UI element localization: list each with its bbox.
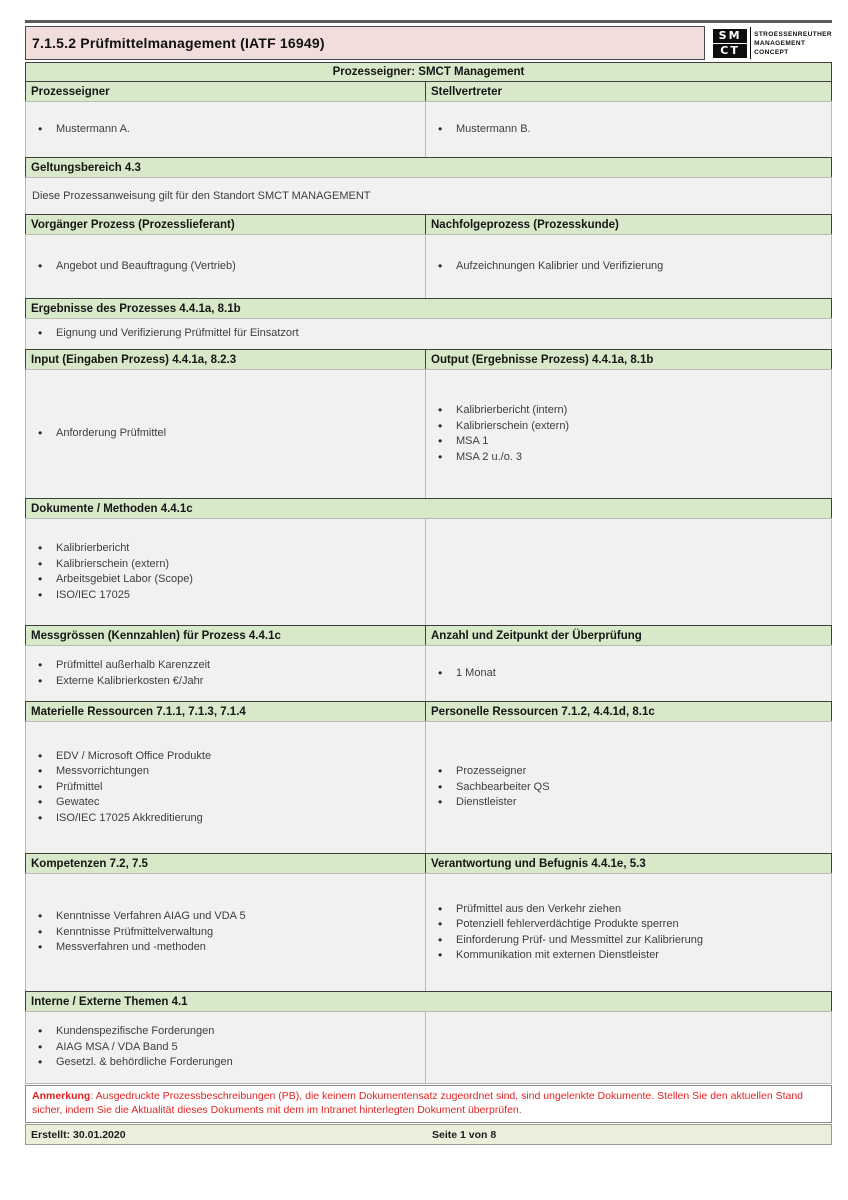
- bullet-item: • Mustermann B.: [426, 122, 831, 138]
- bullet-item: • Kalibrierschein (extern): [26, 557, 425, 573]
- competencies-list: [26, 909, 425, 956]
- results-header-row: [25, 298, 832, 319]
- bullet-item: • Messverfahren und -methoden: [26, 940, 425, 956]
- input-header: Input (Eingaben Prozess) 4.4.1a, 8.2.3: [25, 349, 426, 370]
- review-header: Anzahl und Zeitpunkt der Überprüfung: [425, 625, 832, 646]
- themes-header-row: [25, 991, 832, 1012]
- company-logo: [705, 26, 832, 60]
- successor-list: [426, 259, 831, 275]
- bullet-item: • Kalibrierbericht (intern): [426, 403, 831, 419]
- review-cell: [425, 645, 832, 702]
- themes-content-row: [25, 1011, 832, 1084]
- bullet-item: • Messvorrichtungen: [26, 764, 425, 780]
- output-cell: [425, 369, 832, 499]
- successor-cell: [425, 234, 832, 299]
- personnel-resources-cell: [425, 721, 832, 854]
- metrics-header-row: [25, 625, 832, 646]
- bullet-item: • Potenziell fehlerverdächtige Produkte sperren: [426, 917, 831, 933]
- bullet-item: • Eignung und Verifizierung Prüfmittel für Einsatzort: [26, 326, 831, 342]
- predecessor-header: Vorgänger Prozess (Prozesslieferant): [25, 214, 426, 235]
- bullet-item: • Sachbearbeiter QS: [426, 780, 831, 796]
- competencies-header: Kompetenzen 7.2, 7.5: [25, 853, 426, 874]
- owner-content-row: [25, 101, 832, 158]
- predecessor-cell: [25, 234, 426, 299]
- output-list: [426, 403, 831, 465]
- process-owner-band: Prozesseigner: SMCT Management: [25, 62, 832, 82]
- personnel-resources-list: [426, 764, 831, 811]
- output-header: Output (Ergebnisse Prozess) 4.4.1a, 8.1b: [425, 349, 832, 370]
- logo-letters-bottom: CT: [713, 44, 747, 58]
- responsibility-cell: [425, 873, 832, 992]
- bullet-item: • MSA 1: [426, 434, 831, 450]
- logo-line-2: MANAGEMENT: [754, 39, 806, 47]
- predecessor-list: [26, 259, 425, 275]
- competencies-content-row: [25, 873, 832, 992]
- owner-cell: [25, 101, 426, 158]
- note-text: : Ausgedruckte Prozessbeschreibungen (PB), die keinem Dokumentensatz zugeordnet sind, sind ungelenkte Dokumente. Stellen Sie den aktuellen Stand sicher, indem Sie die Aktualität dieses Dokuments mit dem im Intranet hinterlegten Dokument überprüfen.: [32, 1090, 804, 1116]
- themes-empty-cell: [425, 1011, 832, 1084]
- bullet-item: • Mustermann A.: [26, 122, 425, 138]
- table-top-border: [25, 20, 832, 23]
- bullet-item: • 1 Monat: [426, 666, 831, 682]
- themes-list: [26, 1024, 425, 1071]
- scope-content-row: [25, 177, 832, 215]
- note-box: [25, 1085, 832, 1123]
- logo-wordmark: [754, 30, 832, 57]
- scope-text: Diese Prozessanweisung gilt für den Standort SMCT MANAGEMENT: [32, 190, 371, 202]
- themes-header: Interne / Externe Themen 4.1: [25, 991, 832, 1012]
- bullet-item: • Prüfmittel außerhalb Karenzzeit: [26, 658, 425, 674]
- logo-line-1: STROESSENREUTHER: [754, 30, 832, 38]
- results-list: [26, 326, 831, 342]
- metrics-cell: [25, 645, 426, 702]
- bullet-item: • AIAG MSA / VDA Band 5: [26, 1040, 425, 1056]
- responsibility-list: [426, 902, 831, 964]
- bullet-item: • ISO/IEC 17025: [26, 588, 425, 604]
- bullet-item: • Arbeitsgebiet Labor (Scope): [26, 572, 425, 588]
- owner-list: [26, 122, 425, 138]
- note-label: Anmerkung: [32, 1090, 91, 1102]
- bullet-item: • Dienstleister: [426, 795, 831, 811]
- metrics-header: Messgrössen (Kennzahlen) für Prozess 4.4.1c: [25, 625, 426, 646]
- material-resources-cell: [25, 721, 426, 854]
- deputy-header: Stellvertreter: [425, 81, 832, 102]
- footer-created-date: Erstellt: 30.01.2020: [31, 1128, 126, 1141]
- bullet-item: • Angebot und Beauftragung (Vertrieb): [26, 259, 425, 275]
- documents-header-row: [25, 498, 832, 519]
- scope-header: Geltungsbereich 4.3: [25, 157, 832, 178]
- bullet-item: • Kundenspezifische Forderungen: [26, 1024, 425, 1040]
- page-title: 7.1.5.2 Prüfmittelmanagement (IATF 16949): [25, 26, 705, 60]
- personnel-resources-header: Personelle Ressourcen 7.1.2, 4.4.1d, 8.1c: [425, 701, 832, 722]
- resources-header-row: [25, 701, 832, 722]
- scope-text-cell: [25, 177, 832, 215]
- bullet-item: • Kommunikation mit externen Dienstleister: [426, 948, 831, 964]
- bullet-item: • EDV / Microsoft Office Produkte: [26, 749, 425, 765]
- documents-cell: [25, 518, 426, 626]
- documents-content-row: [25, 518, 832, 626]
- resources-content-row: [25, 721, 832, 854]
- bullet-item: • Externe Kalibrierkosten €/Jahr: [26, 674, 425, 690]
- metrics-list: [26, 658, 425, 689]
- metrics-content-row: [25, 645, 832, 702]
- footer-page-number: Seite 1 von 8: [432, 1128, 497, 1141]
- deputy-list: [426, 122, 831, 138]
- bullet-item: • Kalibrierbericht: [26, 541, 425, 557]
- results-cell: [25, 318, 832, 350]
- bullet-item: • Anforderung Prüfmittel: [26, 426, 425, 442]
- bullet-item: • Kenntnisse Verfahren AIAG und VDA 5: [26, 909, 425, 925]
- logo-monogram: [713, 29, 747, 58]
- footer-row: [25, 1124, 832, 1145]
- competencies-cell: [25, 873, 426, 992]
- io-content-row: [25, 369, 832, 499]
- bullet-item: • Prozesseigner: [426, 764, 831, 780]
- bullet-item: • ISO/IEC 17025 Akkreditierung: [26, 811, 425, 827]
- themes-cell: [25, 1011, 426, 1084]
- responsibility-header: Verantwortung und Befugnis 4.4.1e, 5.3: [425, 853, 832, 874]
- io-header-row: [25, 349, 832, 370]
- bullet-item: • Gesetzl. & behördliche Forderungen: [26, 1055, 425, 1071]
- material-resources-header: Materielle Ressourcen 7.1.1, 7.1.3, 7.1.4: [25, 701, 426, 722]
- review-list: [426, 666, 831, 682]
- deputy-cell: [425, 101, 832, 158]
- bullet-item: • Einforderung Prüf- und Messmittel zur Kalibrierung: [426, 933, 831, 949]
- bullet-item: • Prüfmittel aus den Verkehr ziehen: [426, 902, 831, 918]
- logo-letters-top: SM: [713, 29, 747, 43]
- documents-header: Dokumente / Methoden 4.4.1c: [25, 498, 832, 519]
- successor-header: Nachfolgeprozess (Prozesskunde): [425, 214, 832, 235]
- scope-header-row: [25, 157, 832, 178]
- title-row: [25, 26, 832, 60]
- logo-divider: [750, 27, 751, 59]
- results-header: Ergebnisse des Prozesses 4.4.1a, 8.1b: [25, 298, 832, 319]
- results-content-row: [25, 318, 832, 350]
- logo-line-3: CONCEPT: [754, 48, 789, 56]
- input-cell: [25, 369, 426, 499]
- bullet-item: • Gewatec: [26, 795, 425, 811]
- bullet-item: • Kalibrierschein (extern): [426, 419, 831, 435]
- documents-list: [26, 541, 425, 603]
- material-resources-list: [26, 749, 425, 827]
- document-page: [25, 20, 832, 1145]
- owner-header-row: [25, 81, 832, 102]
- bullet-item: • Aufzeichnungen Kalibrier und Verifizierung: [426, 259, 831, 275]
- bullet-item: • MSA 2 u./o. 3: [426, 450, 831, 466]
- documents-empty-cell: [425, 518, 832, 626]
- input-list: [26, 426, 425, 442]
- competencies-header-row: [25, 853, 832, 874]
- owner-header: Prozesseigner: [25, 81, 426, 102]
- neighbor-header-row: [25, 214, 832, 235]
- neighbor-content-row: [25, 234, 832, 299]
- bullet-item: • Kenntnisse Prüfmittelverwaltung: [26, 925, 425, 941]
- bullet-item: • Prüfmittel: [26, 780, 425, 796]
